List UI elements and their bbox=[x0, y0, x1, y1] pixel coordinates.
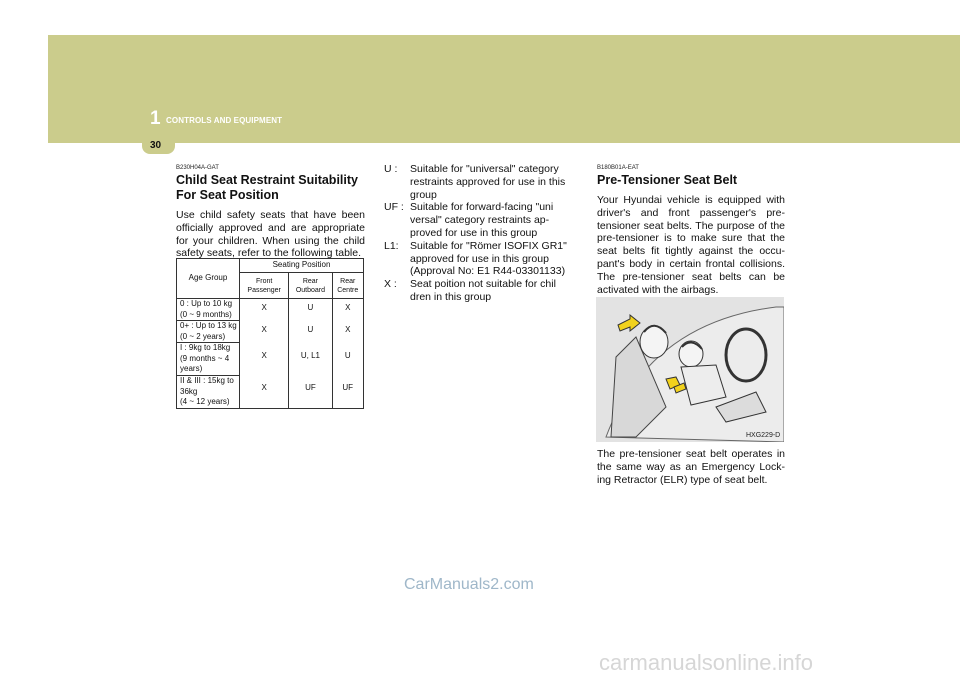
section-body: Use child safety seats that have been officially approved and are appropriate for your children. When using the child safety seats, refer to the following table. bbox=[176, 209, 365, 260]
child-seat-section bbox=[176, 165, 365, 260]
rear-centre-values: X X U UF bbox=[332, 299, 364, 409]
illustration-code: HXG229-D bbox=[746, 432, 781, 439]
col-header-front-passenger: Front Passenger bbox=[240, 273, 289, 299]
legend-item: U : Suitable for "universal" category restraints approved for use in this group bbox=[384, 163, 566, 201]
chapter-title: CONTROLS AND EQUIPMENT bbox=[166, 116, 283, 125]
seating-position-header: Seating Position bbox=[240, 259, 364, 273]
section-title-line1: Child Seat Restraint Suitability bbox=[176, 173, 358, 187]
age-group-header: Age Group bbox=[177, 259, 240, 299]
legend-item: X : Seat poition not suitable for chil dren in this group bbox=[384, 278, 556, 303]
col-header-rear-outboard: Rear Outboard bbox=[289, 273, 332, 299]
section-code: B180B01A-EAT bbox=[597, 165, 639, 171]
chapter-number: 1 bbox=[150, 108, 161, 129]
legend-item: L1: Suitable for "Römer ISOFIX GR1" approved for use in this group (Approval No: E1 R44-03301133) bbox=[384, 239, 567, 278]
age-cell: II & III : 15kg to 36kg (4 ~ 12 years) bbox=[177, 376, 240, 409]
age-cell: 0 : Up to 10 kg (0 ~ 9 months) bbox=[177, 299, 240, 321]
legend-item: UF : Suitable for forward-facing "uni versal" category restraints ap- proved for use in this group bbox=[384, 201, 554, 239]
section-code: B230H04A-GAT bbox=[176, 165, 219, 171]
watermark-carmanualsonline[interactable]: carmanualsonline.info bbox=[599, 650, 814, 675]
suitability-table bbox=[176, 258, 364, 409]
watermark-carmanuals2[interactable]: CarManuals2.com bbox=[404, 576, 534, 593]
pretensioner-section bbox=[597, 165, 785, 296]
age-cell: 0+ : Up to 13 kg (0 ~ 2 years) bbox=[177, 321, 240, 343]
section-title bbox=[176, 173, 365, 203]
section-title: Pre-Tensioner Seat Belt bbox=[597, 173, 738, 187]
section-title-line2: For Seat Position bbox=[176, 188, 279, 202]
header-band bbox=[48, 35, 960, 143]
legend-list bbox=[384, 163, 576, 304]
section-body: Your Hyundai vehicle is equipped with driver's and front passenger's pre- tensioner seat belts. The purpose of the pre-tensioner is to make sure that the seat belts fit tightly against the occu- pant's body in certain frontal collisions. The pre-tensioner seat belts can be activated with the airbags. bbox=[597, 194, 785, 296]
pretensioner-illustration bbox=[596, 297, 784, 442]
age-cell: I : 9kg to 18kg (9 months ~ 4 years) bbox=[177, 343, 240, 376]
rear-outboard-values: U U U, L1 UF bbox=[289, 299, 332, 409]
pretensioner-body-2: The pre-tensioner seat belt operates in the same way as an Emergency Lock- ing Retractor (ELR) type of seat belt. bbox=[597, 448, 785, 486]
table-row bbox=[177, 299, 364, 321]
page-number: 30 bbox=[150, 140, 162, 151]
front-passenger-values: X X X X bbox=[240, 299, 289, 409]
col-header-rear-centre: Rear Centre bbox=[332, 273, 364, 299]
